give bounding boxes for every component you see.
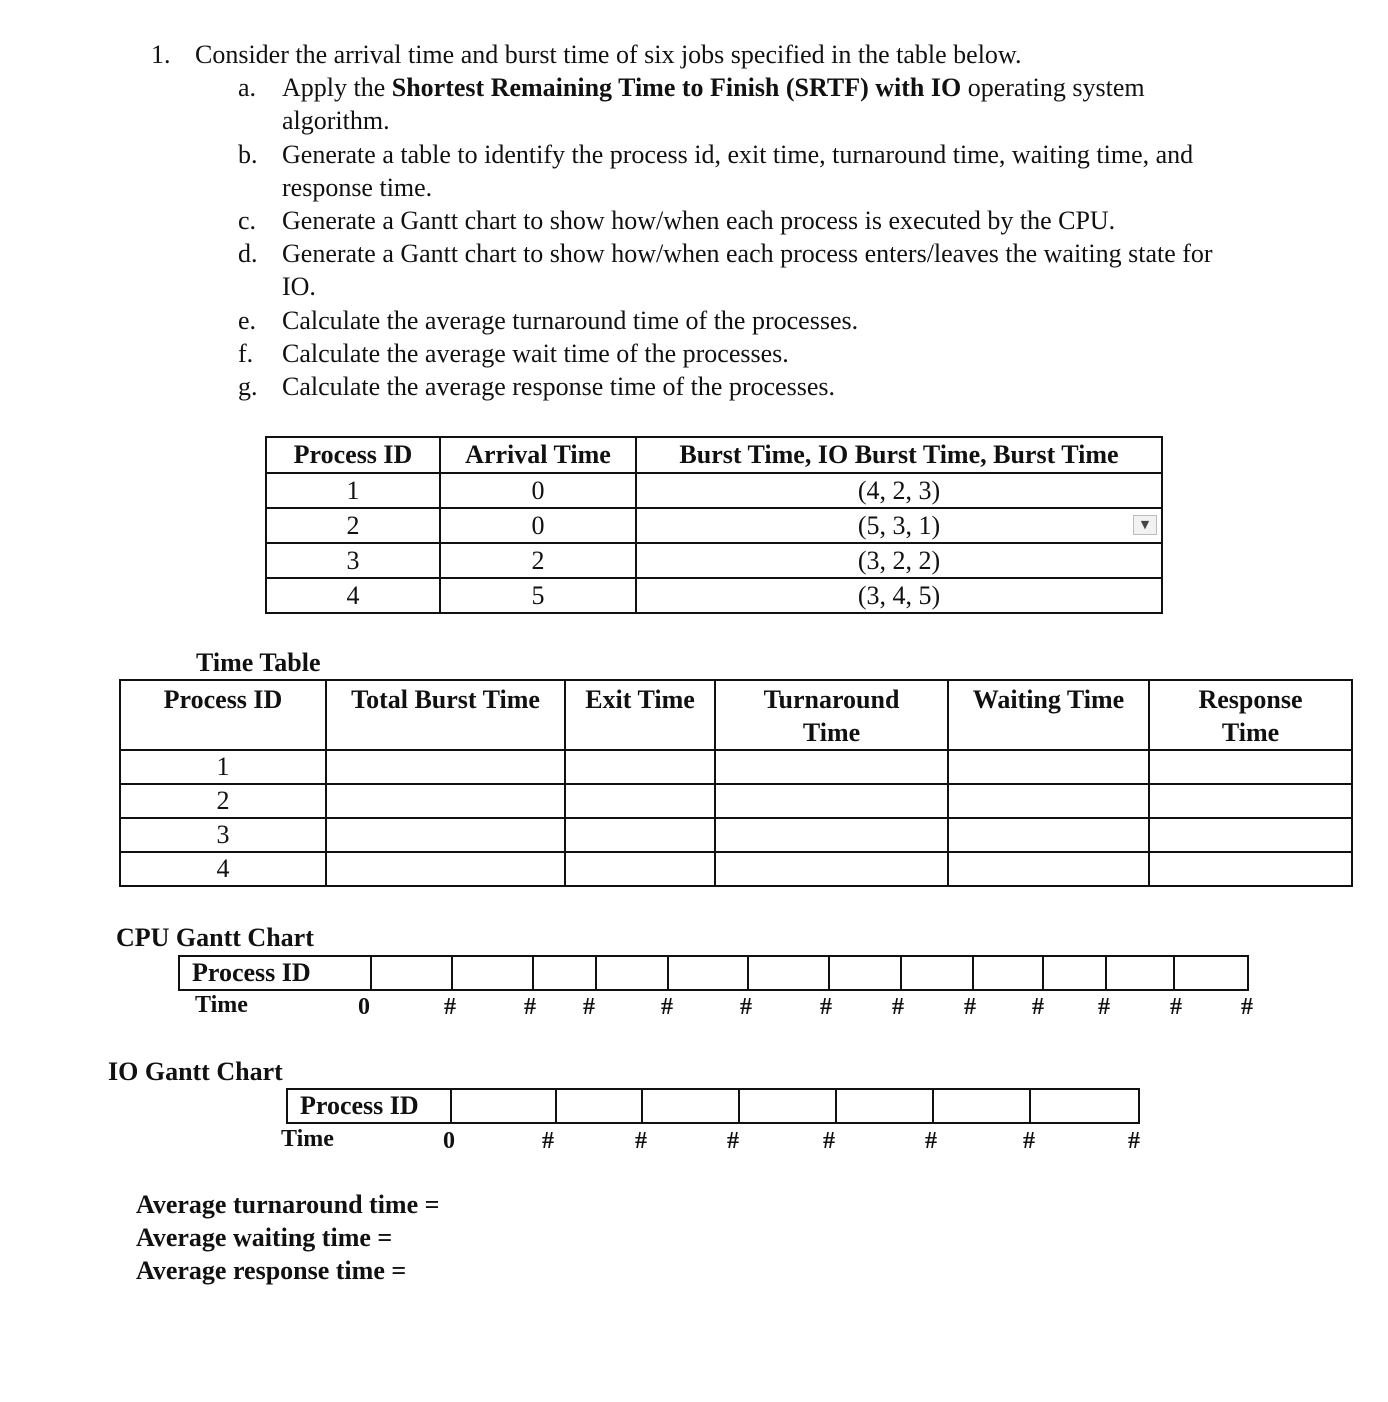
- cpu_gantt-tick: #: [1098, 994, 1110, 1020]
- time-cell-empty[interactable]: [715, 852, 948, 886]
- jobs-cell: 0: [440, 508, 636, 543]
- time-row: [120, 818, 1352, 852]
- time-header-exit-time: Exit Time: [565, 680, 715, 750]
- cpu_gantt-cell[interactable]: [828, 957, 900, 989]
- item-text: [282, 73, 1145, 103]
- time-cell-empty[interactable]: [326, 818, 565, 852]
- jobs-cell: [636, 508, 1162, 543]
- time-cell-empty[interactable]: [948, 852, 1149, 886]
- time-cell-process-id: 2: [120, 784, 326, 818]
- item-text: IO.: [282, 272, 316, 301]
- item-text-bold: Shortest Remaining Time to Finish (SRTF) with IO: [391, 73, 962, 102]
- io_gantt-cell[interactable]: [1029, 1090, 1136, 1122]
- io-gantt-time-label: Time: [281, 1126, 334, 1152]
- item-text: Calculate the average wait time of the processes.: [282, 339, 789, 368]
- cpu_gantt-tick: #: [661, 994, 673, 1020]
- average-turnaround: [136, 1190, 439, 1220]
- cpu_gantt-cell[interactable]: [667, 957, 748, 989]
- cpu_gantt-cell[interactable]: [1042, 957, 1105, 989]
- io-gantt-row-label: Process ID: [300, 1091, 419, 1120]
- io_gantt-cell[interactable]: [450, 1090, 555, 1122]
- io-gantt-title: IO Gantt Chart: [108, 1057, 283, 1086]
- jobs-cell: (3, 4, 5): [636, 578, 1162, 613]
- io_gantt-tick: #: [542, 1128, 554, 1154]
- cpu_gantt-tick: #: [820, 994, 832, 1020]
- cpu-gantt-row: [178, 955, 1249, 991]
- time-cell-empty[interactable]: [565, 852, 715, 886]
- jobs-header-burst-time: Burst Time, IO Burst Time, Burst Time: [636, 437, 1162, 473]
- io_gantt-tick: #: [635, 1128, 647, 1154]
- item-text: response time.: [282, 173, 433, 202]
- item-text-pre: Apply the: [282, 73, 392, 102]
- io_gantt-tick: 0: [443, 1128, 455, 1154]
- item-letter: d.: [238, 239, 258, 268]
- dropdown-arrow-icon[interactable]: ▼: [1133, 515, 1157, 535]
- jobs-cell-text: (5, 3, 1): [857, 510, 941, 540]
- jobs-table: [265, 436, 1163, 614]
- item-letter: g.: [238, 372, 258, 401]
- time-cell-empty[interactable]: [565, 818, 715, 852]
- time-cell-process-id: 3: [120, 818, 326, 852]
- jobs-header-arrival-time: Arrival Time: [440, 437, 636, 473]
- average-turnaround-label: Average turnaround time =: [136, 1190, 440, 1219]
- cpu_gantt-tick: #: [740, 994, 752, 1020]
- item-text: Generate a Gantt chart to show how/when each process is executed by the CPU.: [282, 206, 1116, 235]
- jobs-cell: 4: [266, 578, 440, 613]
- jobs-cell: 0: [440, 473, 636, 508]
- time-cell-empty[interactable]: [948, 750, 1149, 784]
- time-cell-empty[interactable]: [1149, 818, 1352, 852]
- cpu_gantt-cell[interactable]: [451, 957, 532, 989]
- cpu_gantt-cell[interactable]: [747, 957, 828, 989]
- cpu_gantt-tick: #: [964, 994, 976, 1020]
- io_gantt-cell[interactable]: [835, 1090, 932, 1122]
- time-cell-empty[interactable]: [326, 852, 565, 886]
- time-cell-empty[interactable]: [948, 818, 1149, 852]
- item-letter: c.: [238, 206, 257, 235]
- time-cell-empty[interactable]: [715, 784, 948, 818]
- time-cell-process-id: 1: [120, 750, 326, 784]
- jobs-row: [266, 473, 1162, 508]
- item-text: Generate a Gantt chart to show how/when each process enters/leaves the waiting state for: [282, 239, 1213, 268]
- time-cell-empty[interactable]: [715, 818, 948, 852]
- jobs-row: [266, 508, 1162, 543]
- time-header-turnaround: Turnaround Time: [715, 680, 948, 750]
- cpu_gantt-tick: #: [892, 994, 904, 1020]
- average-waiting: [136, 1223, 392, 1253]
- time-cell-empty[interactable]: [326, 750, 565, 784]
- item-text-post: operating system: [961, 73, 1145, 102]
- cpu-gantt-row-label: Process ID: [192, 958, 311, 987]
- time-header-waiting: Waiting Time: [948, 680, 1149, 750]
- cpu_gantt-tick: #: [444, 994, 456, 1020]
- time-header-response: Response Time: [1149, 680, 1352, 750]
- item-text: algorithm.: [282, 106, 390, 135]
- cpu-gantt-time-label: Time: [195, 992, 248, 1018]
- io-gantt-row: [286, 1088, 1140, 1124]
- io_gantt-cell[interactable]: [641, 1090, 738, 1122]
- cpu_gantt-tick: #: [1032, 994, 1044, 1020]
- item-letter: e.: [238, 306, 257, 335]
- time-table: [119, 679, 1353, 887]
- item-letter: b.: [238, 140, 258, 169]
- io_gantt-cell[interactable]: [555, 1090, 641, 1122]
- item-text: Calculate the average response time of the processes.: [282, 372, 835, 401]
- time-header-process-id: Process ID: [120, 680, 326, 750]
- time-cell-empty[interactable]: [715, 750, 948, 784]
- cpu_gantt-cell[interactable]: [532, 957, 595, 989]
- time-cell-empty[interactable]: [1149, 852, 1352, 886]
- jobs-row: [266, 578, 1162, 613]
- jobs-cell: 3: [266, 543, 440, 578]
- io_gantt-tick: #: [727, 1128, 739, 1154]
- time-cell-empty[interactable]: [565, 784, 715, 818]
- time-row: [120, 784, 1352, 818]
- item-letter: a.: [238, 73, 257, 102]
- time-cell-empty[interactable]: [948, 784, 1149, 818]
- cpu-gantt-title: CPU Gantt Chart: [116, 923, 314, 952]
- average-waiting-label: Average waiting time =: [136, 1223, 393, 1252]
- item-letter: f.: [238, 339, 254, 368]
- cpu_gantt-cell[interactable]: [972, 957, 1042, 989]
- io_gantt-tick: #: [1128, 1128, 1140, 1154]
- cpu_gantt-tick: #: [1241, 994, 1253, 1020]
- jobs-cell: (3, 2, 2): [636, 543, 1162, 578]
- question-intro: [195, 40, 1022, 70]
- time-cell-empty[interactable]: [565, 750, 715, 784]
- io_gantt-cell[interactable]: [738, 1090, 835, 1122]
- io_gantt-tick: #: [823, 1128, 835, 1154]
- cpu_gantt-tick: #: [583, 994, 595, 1020]
- jobs-cell: 2: [266, 508, 440, 543]
- time-cell-empty[interactable]: [1149, 784, 1352, 818]
- item-text: Generate a table to identify the process id, exit time, turnaround time, waiting time, and: [282, 140, 1194, 169]
- time-cell-empty[interactable]: [1149, 750, 1352, 784]
- question-number: 1.: [151, 40, 171, 69]
- jobs-row: [266, 543, 1162, 578]
- cpu_gantt-cell[interactable]: [370, 957, 451, 989]
- time-cell-empty[interactable]: [326, 784, 565, 818]
- io_gantt-tick: #: [1023, 1128, 1035, 1154]
- io_gantt-tick: #: [925, 1128, 937, 1154]
- cpu_gantt-tick: #: [524, 994, 536, 1020]
- jobs-cell: 5: [440, 578, 636, 613]
- jobs-header-process-id: Process ID: [266, 437, 440, 473]
- average-response-label: Average response time =: [136, 1256, 407, 1285]
- cpu_gantt-tick: 0: [358, 994, 370, 1020]
- time-header-total-burst: Total Burst Time: [326, 680, 565, 750]
- jobs-cell: (4, 2, 3): [636, 473, 1162, 508]
- jobs-cell: 2: [440, 543, 636, 578]
- time-table-title: Time Table: [196, 648, 321, 677]
- cpu_gantt-cell[interactable]: [1105, 957, 1173, 989]
- cpu_gantt-tick: #: [1170, 994, 1182, 1020]
- item-text: Calculate the average turnaround time of the processes.: [282, 306, 859, 335]
- cpu_gantt-cell[interactable]: [595, 957, 667, 989]
- question-intro-text: Consider the arrival time and burst time of six jobs specified in the table below.: [195, 40, 1022, 69]
- average-response: [136, 1256, 406, 1286]
- cpu_gantt-cell[interactable]: [900, 957, 972, 989]
- time-row: [120, 750, 1352, 784]
- io_gantt-cell[interactable]: [932, 1090, 1029, 1122]
- time-cell-process-id: 4: [120, 852, 326, 886]
- cpu_gantt-cell[interactable]: [1173, 957, 1247, 989]
- jobs-cell: 1: [266, 473, 440, 508]
- time-row: [120, 852, 1352, 886]
